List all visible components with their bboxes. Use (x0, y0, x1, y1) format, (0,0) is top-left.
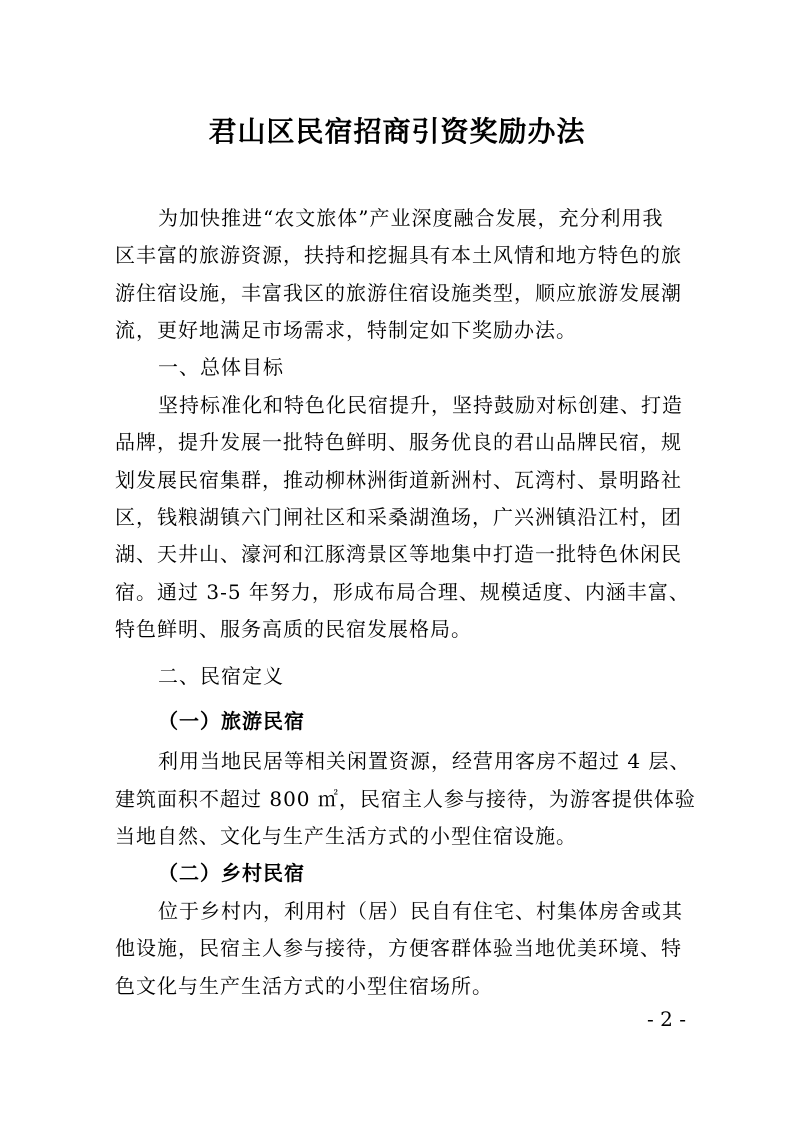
subsection-heading: （二）乡村民宿 (158, 861, 305, 885)
paragraph-line: 特色鲜明、服务高质的民宿发展格局。 (115, 617, 472, 641)
paragraph-line: 当地自然、文化与生产生活方式的小型住宿设施。 (115, 824, 577, 848)
paragraph-line: 区丰富的旅游资源，扶持和挖掘具有本土风情和地方特色的旅 (115, 243, 682, 267)
section-heading: 一、总体目标 (158, 355, 284, 379)
paragraph-line: 流，更好地满足市场需求，特制定如下奖励办法。 (115, 318, 577, 342)
paragraph-line: 划发展民宿集群，推动柳林洲街道新洲村、瓦湾村、景明路社 (115, 468, 682, 492)
paragraph-line: 位于乡村内，利用村（居）民自有住宅、村集体房舍或其 (158, 899, 683, 923)
section-heading: 二、民宿定义 (158, 664, 284, 688)
paragraph-line: 品牌，提升发展一批特色鲜明、服务优良的君山品牌民宿，规 (115, 430, 682, 454)
subsection-heading: （一）旅游民宿 (158, 709, 305, 733)
document-title: 君山区民宿招商引资奖励办法 (208, 115, 586, 148)
paragraph-line: 游住宿设施，丰富我区的旅游住宿设施类型，顺应旅游发展潮 (115, 281, 682, 305)
paragraph-line: 坚持标准化和特色化民宿提升，坚持鼓励对标创建、打造 (158, 393, 683, 417)
paragraph-line: 色文化与生产生活方式的小型住宿场所。 (115, 974, 493, 998)
paragraph-line: 区，钱粮湖镇六门闸社区和采桑湖渔场，广兴洲镇沿江村，团 (115, 505, 682, 529)
paragraph-line: 他设施，民宿主人参与接待，方便客群体验当地优美环境、特 (115, 936, 682, 960)
page-number: - 2 - (647, 1007, 686, 1031)
paragraph-line: 利用当地民居等相关闲置资源，经营用客房不超过 4 层、 (158, 749, 691, 773)
paragraph-line: 建筑面积不超过 800 ㎡，民宿主人参与接待，为游客提供体验 (115, 787, 696, 811)
paragraph-line: 湖、天井山、濠河和江豚湾景区等地集中打造一批特色休闲民 (115, 542, 682, 566)
paragraph-line: 为加快推进“农文旅体”产业深度融合发展，充分利用我 (158, 206, 664, 230)
paragraph-line: 宿。通过 3-5 年努力，形成布局合理、规模适度、内涵丰富、 (115, 580, 690, 604)
